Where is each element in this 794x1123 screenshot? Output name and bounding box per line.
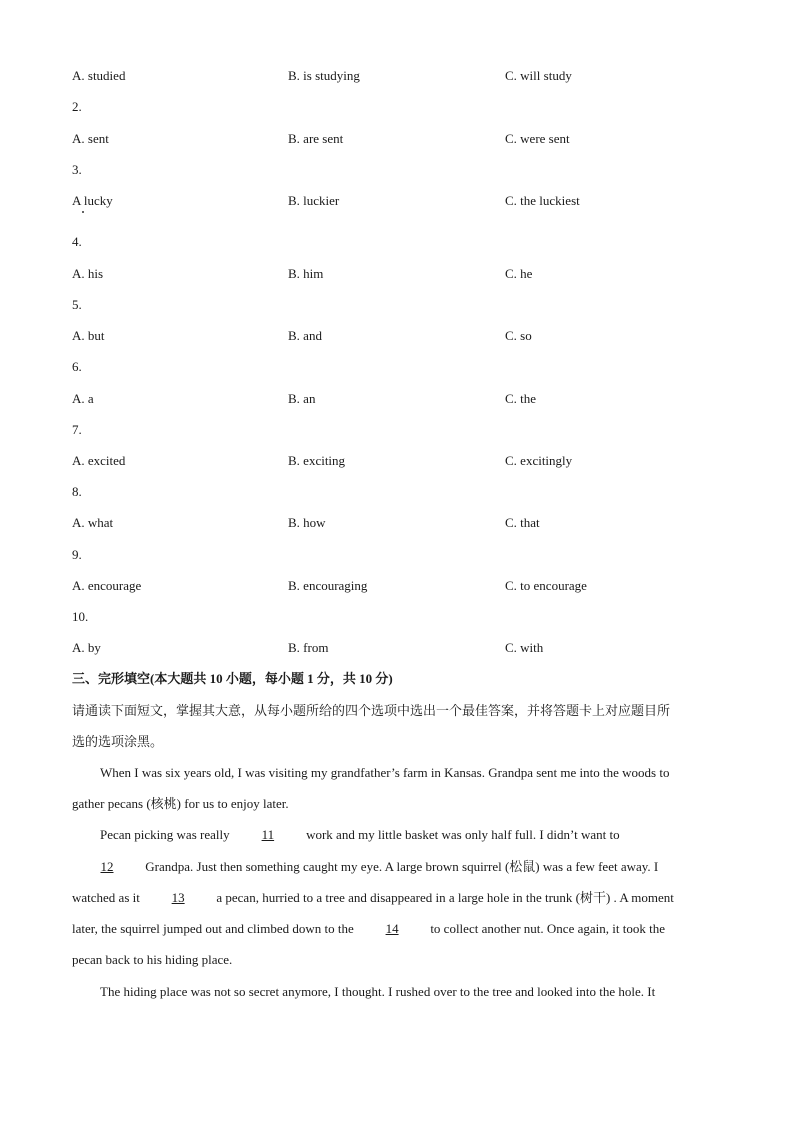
passage-line: pecan back to his hiding place. — [72, 952, 233, 967]
option-b: B. encouraging — [288, 578, 368, 593]
question-number: 4. — [72, 234, 82, 249]
passage-line: gather pecans (核桃) for us to enjoy later. — [72, 796, 289, 811]
option-b: B. luckier — [288, 193, 340, 208]
option-b: B. are sent — [288, 131, 344, 146]
section-heading: 三、完形填空(本大题共 10 小题，每小题 1 分，共 10 分) — [72, 671, 393, 686]
blank-13: 13 — [171, 890, 185, 905]
option-c: C. were sent — [505, 131, 570, 146]
option-c: C. the — [505, 391, 537, 406]
options-row-1 — [72, 66, 722, 86]
passage-line — [72, 919, 718, 939]
passage-line — [72, 888, 718, 908]
question-number: 2. — [72, 99, 82, 114]
option-a: A. excited — [72, 453, 126, 468]
question-number: 3. — [72, 162, 82, 177]
option-a: A. studied — [72, 68, 126, 83]
passage-line — [72, 857, 718, 877]
question-number: 10. — [72, 609, 89, 624]
passage-text: watched as it — [72, 890, 144, 905]
options-row-8 — [72, 513, 722, 533]
instruction-line-1: 请通读下面短文，掌握其大意，从每小题所给的四个选项中选出一个最佳答案，并将答题卡上对应题目所 — [72, 703, 671, 718]
passage-line — [100, 825, 718, 845]
options-row-3 — [72, 191, 722, 211]
question-number: 8. — [72, 484, 82, 499]
question-number: 5. — [72, 297, 82, 312]
option-b: B. is studying — [288, 68, 360, 83]
passage-text: Pecan picking was really — [100, 827, 233, 842]
blank-11: 11 — [261, 827, 275, 842]
option-b: B. from — [288, 640, 329, 655]
passage-text: to collect another nut. Once again, it took the — [427, 921, 665, 936]
option-c: C. that — [505, 515, 540, 530]
options-row-10 — [72, 638, 722, 658]
option-c: C. excitingly — [505, 453, 573, 468]
option-a: A. but — [72, 328, 105, 343]
option-a: A. what — [72, 515, 114, 530]
options-row-4 — [72, 264, 722, 284]
option-b: B. him — [288, 266, 324, 281]
options-row-5 — [72, 326, 722, 346]
option-b: B. exciting — [288, 453, 346, 468]
option-b: B. an — [288, 391, 316, 406]
option-a: A lucky — [72, 193, 113, 208]
question-number: 9. — [72, 547, 82, 562]
option-c: C. to encourage — [505, 578, 587, 593]
option-c: C. the luckiest — [505, 193, 580, 208]
passage-line: When I was six years old, I was visiting my grandfather’s farm in Kansas. Grandpa sent me into the woods to — [100, 765, 670, 780]
options-row-2 — [72, 129, 722, 149]
option-b: B. and — [288, 328, 322, 343]
options-row-7 — [72, 451, 722, 471]
option-c: C. with — [505, 640, 544, 655]
question-number: 7. — [72, 422, 82, 437]
option-b: B. how — [288, 515, 326, 530]
option-a: A. his — [72, 266, 104, 281]
instruction-line-2: 选的选项涂黑。 — [72, 734, 164, 749]
option-a: A. sent — [72, 131, 109, 146]
passage-line: The hiding place was not so secret anymore, I thought. I rushed over to the tree and looked into the hole. It — [100, 984, 656, 999]
blank-14: 14 — [385, 921, 399, 936]
passage-text: work and my little basket was only half full. I didn’t want to — [302, 827, 620, 842]
option-a: A. a — [72, 391, 94, 406]
passage-text: later, the squirrel jumped out and climbed down to the — [72, 921, 358, 936]
option-c: C. he — [505, 266, 533, 281]
option-c: C. will study — [505, 68, 572, 83]
stray-dot-mark — [82, 211, 84, 213]
option-a: A. encourage — [72, 578, 142, 593]
passage-text: a pecan, hurried to a tree and disappeared in a large hole in the trunk (树干) . A moment — [213, 890, 674, 905]
options-row-6 — [72, 389, 722, 409]
option-c: C. so — [505, 328, 532, 343]
blank-12: 12 — [100, 859, 114, 874]
options-row-9 — [72, 576, 722, 596]
option-a: A. by — [72, 640, 101, 655]
passage-text: Grandpa. Just then something caught my eye. A large brown squirrel (松鼠) was a few feet away. I — [142, 859, 659, 874]
question-number: 6. — [72, 359, 82, 374]
